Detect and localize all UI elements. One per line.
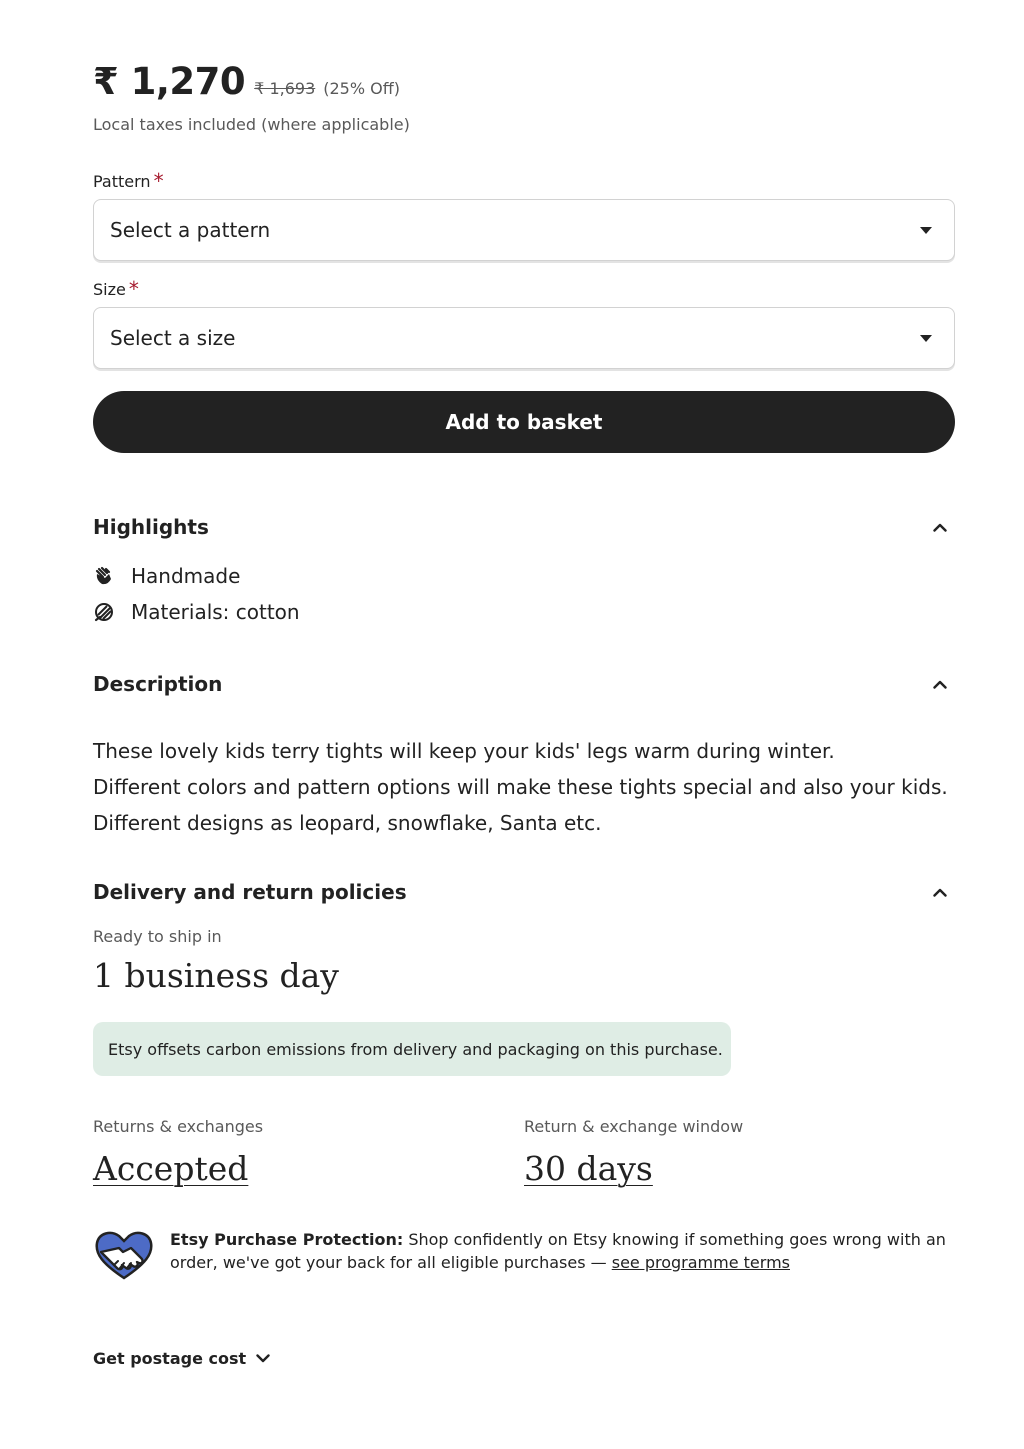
- get-postage-cost-label: Get postage cost: [93, 1349, 247, 1368]
- delivery-header[interactable]: [93, 879, 955, 905]
- highlight-label: Materials: cotton: [131, 600, 300, 624]
- description-header[interactable]: [93, 671, 955, 697]
- chevron-down-icon: [256, 1354, 270, 1363]
- pattern-select-value: Select a pattern: [110, 218, 271, 242]
- returns-label: Returns & exchanges: [93, 1117, 264, 1136]
- caret-down-icon: [920, 227, 932, 234]
- hand-icon: [93, 565, 115, 587]
- discount-label: (25% Off): [323, 79, 400, 98]
- chevron-up-icon[interactable]: [927, 671, 953, 697]
- highlight-materials: [93, 600, 300, 624]
- description-title: Description: [93, 672, 223, 696]
- yarn-icon: [93, 601, 115, 623]
- chevron-up-icon[interactable]: [927, 514, 953, 540]
- highlight-label: Handmade: [131, 564, 241, 588]
- tax-note: Local taxes included (where applicable): [93, 115, 410, 134]
- pattern-label-text: Pattern: [93, 172, 151, 191]
- size-select-value: Select a size: [110, 326, 236, 350]
- highlights-header[interactable]: [93, 514, 955, 540]
- return-window-value-link[interactable]: 30 days: [524, 1149, 653, 1188]
- return-window-label: Return & exchange window: [524, 1117, 744, 1136]
- carbon-offset-text: Etsy offsets carbon emissions from delivery and packaging on this purchase.: [108, 1039, 723, 1059]
- required-mark: *: [153, 169, 164, 193]
- highlights-title: Highlights: [93, 515, 209, 539]
- original-price: ₹ 1,693: [254, 79, 316, 98]
- pattern-select[interactable]: [93, 199, 955, 261]
- required-mark: *: [128, 277, 139, 301]
- get-postage-cost-toggle[interactable]: [93, 1349, 270, 1368]
- returns-column: [93, 1117, 263, 1188]
- programme-terms-link[interactable]: see programme terms: [611, 1253, 790, 1272]
- purchase-protection-title: Etsy Purchase Protection:: [170, 1230, 404, 1249]
- ready-to-ship-label: Ready to ship in: [93, 927, 222, 946]
- description-line: Different designs as leopard, snowflake, Santa etc.: [93, 811, 602, 835]
- description-line: Different colors and pattern options will make these tights special and also your kids.: [93, 775, 948, 799]
- purchase-protection-text: [170, 1228, 955, 1284]
- ready-to-ship-value: 1 business day: [93, 956, 339, 995]
- return-window-column: [524, 1117, 743, 1188]
- chevron-up-icon[interactable]: [927, 879, 953, 905]
- pattern-label: [93, 168, 164, 192]
- description-text: [93, 733, 948, 841]
- caret-down-icon: [920, 335, 932, 342]
- purchase-protection-body: Shop confidently on Etsy knowing if something goes wrong with an order, we've got your back for all eligible purchases —: [170, 1230, 946, 1272]
- description-line: These lovely kids terry tights will keep your kids' legs warm during winter.: [93, 739, 835, 763]
- delivery-title: Delivery and return policies: [93, 880, 407, 904]
- current-price: ₹ 1,270: [93, 60, 246, 103]
- size-select[interactable]: [93, 307, 955, 369]
- size-label: [93, 276, 139, 300]
- highlight-handmade: [93, 564, 240, 588]
- size-label-text: Size: [93, 280, 126, 299]
- carbon-offset-banner: [93, 1022, 731, 1076]
- add-to-basket-button[interactable]: Add to basket: [93, 391, 955, 453]
- handshake-heart-icon: [93, 1228, 155, 1284]
- price-row: [93, 60, 400, 103]
- purchase-protection: [93, 1228, 955, 1284]
- returns-value-link[interactable]: Accepted: [93, 1149, 249, 1188]
